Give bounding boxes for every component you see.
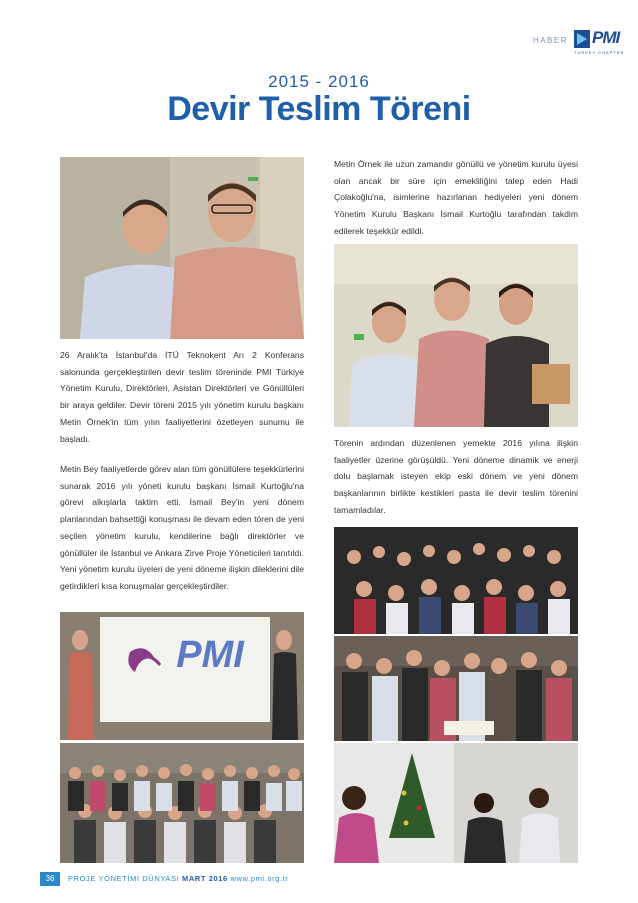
photo-group [60, 743, 304, 863]
right-paragraph-2: Törenin ardından düzenlenen yemekte 2016 yılına ilişkin faaliyetler üzerine görüşüldü. Yeni döneme dinamik ve enerji dolu başlamak isteyen ekip eski dönem ve yeni dönem başkanlarının birlikte kestikleri pasta ile devir teslim törenini tamamladılar. [334, 438, 578, 515]
footer [68, 874, 289, 883]
photo-two-men [60, 157, 304, 339]
section-label: HABER [532, 36, 568, 45]
footer-website: www.pmi.org.tr [230, 874, 289, 883]
page-number: 36 [40, 872, 60, 886]
article-title: Devir Teslim Töreni [167, 90, 471, 128]
pmi-logo [574, 30, 624, 56]
photo-three-men [334, 244, 578, 427]
article-year: 2015 - 2016 [268, 72, 370, 91]
pmi-logo-text: PMI [592, 28, 620, 47]
left-paragraph-1: 26 Aralık'ta İstanbul'da İTÜ Teknokent Arı 2 Konferans salonunda gerçekleştirilen devir teslim töreninde PMI Türkiye Yönetim Kurulu, Direktörleri, Asistan Direktörleri ve Gönüllüleri bir araya geldiler. Devir töreni 2015 yılı yönetim kurulu başkanı Metin Örnek'in tüm yılın faaliyetlerini özetleyen sunumu ile başladı. [60, 350, 304, 444]
right-paragraph-1: Metin Örnek ile uzun zamandır gönüllü ve yönetim kurulu üyesi olan ancak bir süre için emekliliğini talep eden Hadi Çolakoğlu'na, isimlerine hazırlanan hediyeleri yeni dönem Yönetim Kurulu Başkanı İsmail Kurtoğlu tarafından takdim edilerek teşekkür edildi. [334, 159, 578, 236]
pmi-logo-subtitle: TURKEY CHAPTER [574, 50, 625, 55]
pmi-logo-icon [574, 30, 590, 48]
photo-audience [334, 527, 578, 634]
photo-cake-cutting [334, 636, 578, 741]
photo-christmas-tree [334, 743, 578, 863]
footer-issue: MART 2016 [181, 874, 228, 883]
stage-logo-text: PMI [176, 634, 244, 676]
left-paragraph-2: Metin Bey faaliyetlerde görev alan tüm gönüllülere teşekkürlerini sunarak 2016 yılı yöneti kurulu başkanı İsmail Kurtoğlu'na görevi alkışlarla taktim etti. İsmail Bey'in yeni dönem planlarından bahsettiği konuşması ile devam eden tören de yeni seçilen yönetim kurulu, kendilerine bağlı direktörler ve gönüllüler ile İstanbul ve Ankara Zirve Proje Yöneticileri tanıtıldı. Yeni yönetim kurulu üyeleri de yeni döneme ilişkin dileklerini dile getirdikleri kısa konuşmalar gerçekleştirdiler. [60, 464, 304, 591]
footer-magazine: PROJE YÖNETİMİ DÜNYASI [68, 874, 180, 883]
photo-stage-pmi [60, 612, 304, 740]
